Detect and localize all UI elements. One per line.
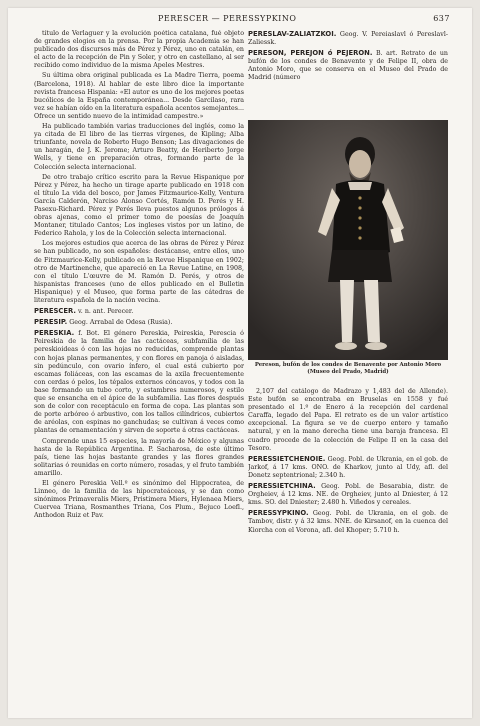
- dictionary-entry: [248, 455, 448, 480]
- jester-portrait-image: [248, 120, 448, 360]
- body-paragraph: De otro trabajo crítico escrito para la Revue Hispanique por Pérez y Pérez, ha hecho un tirage aparte publicado en 1918 con el título La vida del bosco, por James Fitzmaurice-Kelly, Ventura García Calderón, Narciso Alonso Cortés, Ramón D. Perés y H. Pasexu-Richard. Pérez y Perés lleva puestos algunos prólogos á obras ajenas, como el primer tomo de poesías de Joaquín Montaner, titulado Cantos; Los ingleses vistos por un latino, de Federico Rahola, y los de la Colección selecta internacional.: [34, 173, 244, 238]
- dictionary-entry: [248, 509, 448, 534]
- dictionary-page: [8, 8, 472, 718]
- dictionary-entry: [34, 318, 244, 327]
- body-paragraph: Los mejores estudios que acerca de las obras de Pérez y Pérez se han publicado, no son españoles: destácanse, entre ellos, uno de Fitzmaurice-Kelly, publicado en la Revue Hispanique en 1902; otro de Martinenche, que apareció en La Revue Latine, en 1908, con el título L'œuvre de M. Ramón D. Perés, y otros de hispanistas franceses (uno de ellos publicado en el Bulletin Hispanique) y el Museo, que forma parte de las cátedras de literatura española de la nación vecina.: [34, 240, 244, 304]
- right-column-bottom: [248, 388, 448, 688]
- entry-headword: PERESIP.: [34, 318, 68, 327]
- running-header: [8, 14, 472, 28]
- body-paragraph: Su última obra original publicada es La Madre Tierra, poema (Barcelona, 1918). Al hablar de este libro dice la importante revista francesa Hispania: «El autor es uno de los mejores poetas bucólicos de la España contemporánea... Desde Garcilaso, rara vez se habían oído en la literatura española acentos semejantes... Ofrece un sentido nuevo de la intimidad campestre.»: [34, 72, 244, 120]
- entry-definition: Geog. Arrabal de Odesa (Rusia).: [69, 319, 173, 327]
- dictionary-entry: [248, 49, 448, 82]
- header-title: PERESCER — PERESSYPKINO: [158, 14, 297, 23]
- body-paragraph: Ha publicado también varias traducciones del inglés, como la ya citada de El libro de las tierras vírgenes, de Kipling; Alba triunfante, novela de Roberto Hugo Benson; Las divagaciones de un haragán, de J. K. Jerome; Arturo Beatty, de Heriberto Jorge Wells, y tiene en preparación otras, formando parte de la Colección selecta internacional.: [34, 123, 244, 171]
- page-number: 637: [433, 14, 450, 23]
- left-column: [34, 30, 244, 690]
- entry-headword: PERESON, PEREJON ó PEJERON.: [248, 49, 373, 58]
- entry-headword: PERESLAV-ZALIATZKOI.: [248, 30, 337, 38]
- body-paragraph: 2,107 del catálogo de Madrazo y 1,483 del de Allende). Este bufón se encontraba en Bruselas en 1558 y fué presentado el 1.º de Enero á la recepción del cardenal Caraffa, legado del Papa. El retrato es de un valor artístico excepcional. La figura se ve de cuerpo entero y tamaño natural, y en la mano derecha tiene una baraja francesa. El cuadro procede de la colección de Felipe II en la casa del Tesoro.: [248, 388, 448, 452]
- portrait-photo: [248, 120, 448, 360]
- dictionary-entry: [34, 329, 244, 435]
- entry-definition: f. Bot. El género Pereskia, Peireskia, Perescia ó Peireskia de la familia de las cactáceas, subfamilia de las pereskioideas ó con las hojas no reducidas, comprende plantas con hojas planas permanentes, y con flores en panoja ó aisladas, sin pedúnculo, con ovario ínfero, el cual está cubierto por escamas foliáceas, con las escamas de la axila frecuentemente con cerdas ó pelos, los tépalos externos cóncavos, y todos con la base formando un tubo corto, y estambres numerosos, y estilo que se ensancha en el ápice de la subfamilia. Las flores después son de color con receptáculo en forma de copa. Las plantas son de porte arbóreo ó arbustivo, con los tallos cilíndricos, cubiertos de aréolas, con espinas no ganchudas; se cultivan á veces como plantas de ornamentación y sirven de soporte á otras cactáceas.: [34, 330, 244, 435]
- body-paragraph: Comprende unas 15 especies, la mayoría de México y algunas hasta de la República Argentina. P. Sacharosa, de este último país, tiene las hojas bastante grandes y las flores grandes solitarias ó reunidas en corto número, rosadas, y el fruto también amarillo.: [34, 437, 244, 477]
- portrait-figure: [248, 120, 448, 384]
- entry-headword: PERESSIETCHINA.: [248, 482, 316, 491]
- entry-headword: PERESKIA.: [34, 329, 75, 338]
- right-column-top: [248, 30, 448, 120]
- entry-definition: Geog. Pobl. de Ukrania, en el gob. de Jarkof, á 17 kms. ONO. de Kharkov, junto al Udy, afl. del Donetz septentrional; 2.340 h.: [248, 455, 448, 479]
- entry-headword: PERESCER.: [34, 307, 76, 316]
- entry-definition: Geog. Pobl. de Ukrania, en el gob. de Tambov, distr. y á 32 kms. NNE. de Kirsanof, en la cuenca del Kiorcha con el Vorona, afl. del Khoper; 5.710 h.: [248, 510, 448, 534]
- entry-definition: v. n. ant. Perecer.: [78, 308, 134, 316]
- entry-definition: B. art. Retrato de un bufón de los condes de Benavente y de Felipe II, obra de Antonio Moro, que se conserva en el Museo del Prado de Madrid (número: [248, 50, 448, 82]
- figure-caption: Pereson, bufón de los condes de Benavente por Antonio Moro (Museo del Prado, Madrid): [254, 362, 442, 375]
- dictionary-entry: [34, 307, 244, 316]
- body-paragraph: título de Verlaguer y la evolución poética catalana, fué objeto de grandes elogios en la prensa. Por la propia Academia se han publicado dos discursos más de Pérez y Pérez, uno en catalán, en el acto de la recepción de Pin y Soler, y otro en castellano, al ser recibido como individuo de la misma Apeles Mestres.: [34, 30, 244, 70]
- body-paragraph: El género Pereskia Vell.º es sinónimo del Hippocratea, de Linneo, de la familia de las hipocrateáceas, y se dan como sinónimos Primaveralis Miers, Pristimera Miers, Hylenaea Miers, Cuervea Triana, Rosmanthes Triana, Cos Plum., Bejuco Loefl., Anthodon Ruiz et Pav.: [34, 479, 244, 520]
- entry-headword: PERESSYPKINO.: [248, 509, 309, 518]
- dictionary-entry: [248, 30, 448, 47]
- dictionary-entry: [248, 482, 448, 507]
- entry-definition: Geog. V. Pereiaslavl ó Pereslavl-Zaliessk.: [248, 31, 448, 47]
- entry-definition: Geog. Pobl. de Besarabia, distr. de Orgheiev, á 12 kms. NE. de Orgheiev, junto al Dniester, á 12 kms. SO. del Dniester; 2.480 h. Viñedos y cereales.: [248, 483, 448, 507]
- entry-headword: PERESSIETCHENOIE.: [248, 454, 326, 463]
